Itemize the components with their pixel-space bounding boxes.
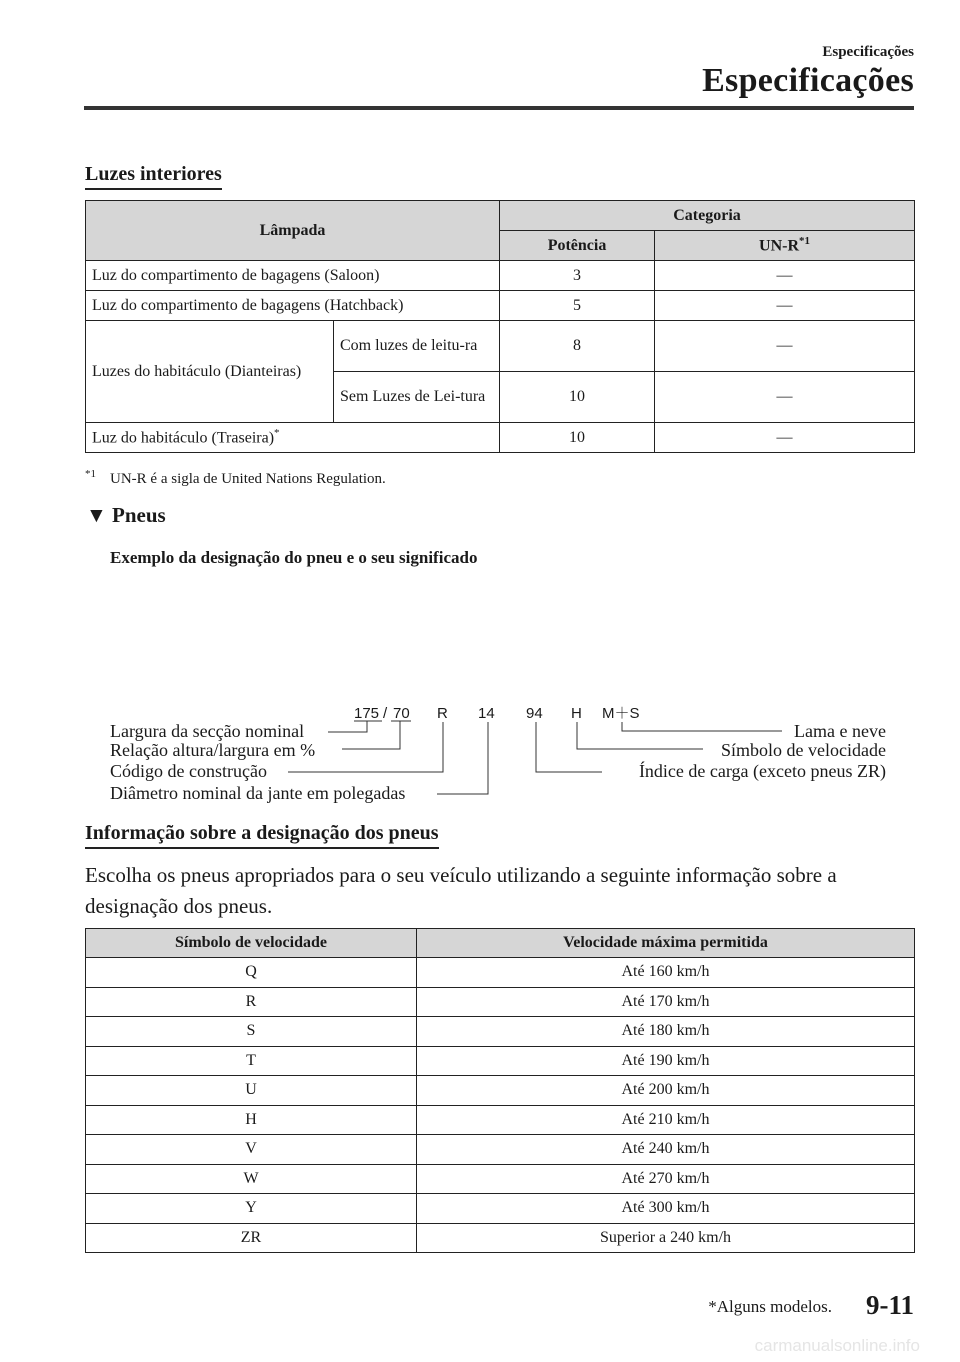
- table-row: ZR Superior a 240 km/h: [86, 1223, 915, 1253]
- table-row: Luzes do habitáculo (Dianteiras) Com luzes de leitu-ra 8 —: [86, 321, 915, 372]
- table-row: H Até 210 km/h: [86, 1105, 915, 1135]
- header-rule: [84, 106, 914, 110]
- col-category: Categoria: [500, 201, 915, 231]
- tires-subtitle: Exemplo da designação do pneu e o seu significado: [110, 548, 478, 567]
- label-diameter: Diâmetro nominal da jante em polegadas: [110, 783, 406, 803]
- col-unr: $UN-R^{*1}$: [655, 231, 915, 261]
- triangle-down-icon: ▼: [86, 503, 107, 527]
- tire-designation-diagram: [0, 690, 960, 810]
- speed-symbol-table: [85, 928, 915, 1253]
- table-row: Luz do habitáculo (Traseira)* 10 —: [86, 423, 915, 453]
- code-speed: H: [571, 705, 582, 722]
- table-row: R Até 170 km/h: [86, 987, 915, 1017]
- col-max-speed: Velocidade máxima permitida: [417, 929, 915, 958]
- table-row: T Até 190 km/h: [86, 1046, 915, 1076]
- code-construction: R: [437, 705, 448, 722]
- code-width: 175: [354, 705, 380, 722]
- label-construction: Código de construção: [110, 761, 267, 781]
- code-slash: /: [383, 705, 388, 722]
- footer-note: *Alguns modelos.: [708, 1297, 832, 1316]
- page-number: 9-11: [865, 1290, 914, 1320]
- label-width: Largura da secção nominal: [110, 721, 305, 741]
- table-row: V Até 240 km/h: [86, 1135, 915, 1165]
- footnote: $^{*1}$ UN-R é a sigla de United Nations Regulation.: [85, 468, 386, 487]
- table-row: W Até 270 km/h: [86, 1164, 915, 1194]
- designation-title: Informação sobre a designação dos pneus: [85, 822, 439, 849]
- table-row: Sem Luzes de Lei-tura 10 —: [86, 372, 915, 423]
- col-speed-symbol: Símbolo de velocidade: [86, 929, 417, 958]
- label-ratio: Relação altura/largura em %: [110, 740, 316, 760]
- label-mud-snow: Lama e neve: [794, 721, 886, 741]
- code-load: 94: [526, 705, 543, 722]
- code-ratio: 70: [393, 705, 410, 722]
- watermark: carmanualsonline.info: [754, 1336, 920, 1355]
- table-row: Luz do compartimento de bagagens (Saloon) 3 —: [86, 261, 915, 291]
- code-diameter: 14: [478, 705, 495, 722]
- designation-text: Escolha os pneus apropriados para o seu veículo utilizando a seguinte informação sobre a designação dos pneus.: [85, 863, 837, 918]
- col-lamp: Lâmpada: [86, 201, 500, 261]
- label-speed-symbol: Símbolo de velocidade: [721, 740, 886, 760]
- interior-lights-table: [85, 200, 915, 453]
- label-load-index: Índice de carga (exceto pneus ZR): [638, 761, 886, 781]
- table-row: Luz do compartimento de bagagens (Hatchback) 5 —: [86, 291, 915, 321]
- tires-heading: ▼ Pneus: [86, 503, 166, 527]
- interior-lights-title: Luzes interiores: [85, 163, 222, 190]
- table-row: Y Até 300 km/h: [86, 1194, 915, 1224]
- header-section-title: Especificações: [702, 62, 914, 99]
- table-row: Q Até 160 km/h: [86, 958, 915, 988]
- table-row: S Até 180 km/h: [86, 1017, 915, 1047]
- code-ms: M＋S: [602, 705, 640, 722]
- col-power: Potência: [500, 231, 655, 261]
- table-row: U Até 200 km/h: [86, 1076, 915, 1106]
- header-section-small: Especificações: [822, 44, 914, 60]
